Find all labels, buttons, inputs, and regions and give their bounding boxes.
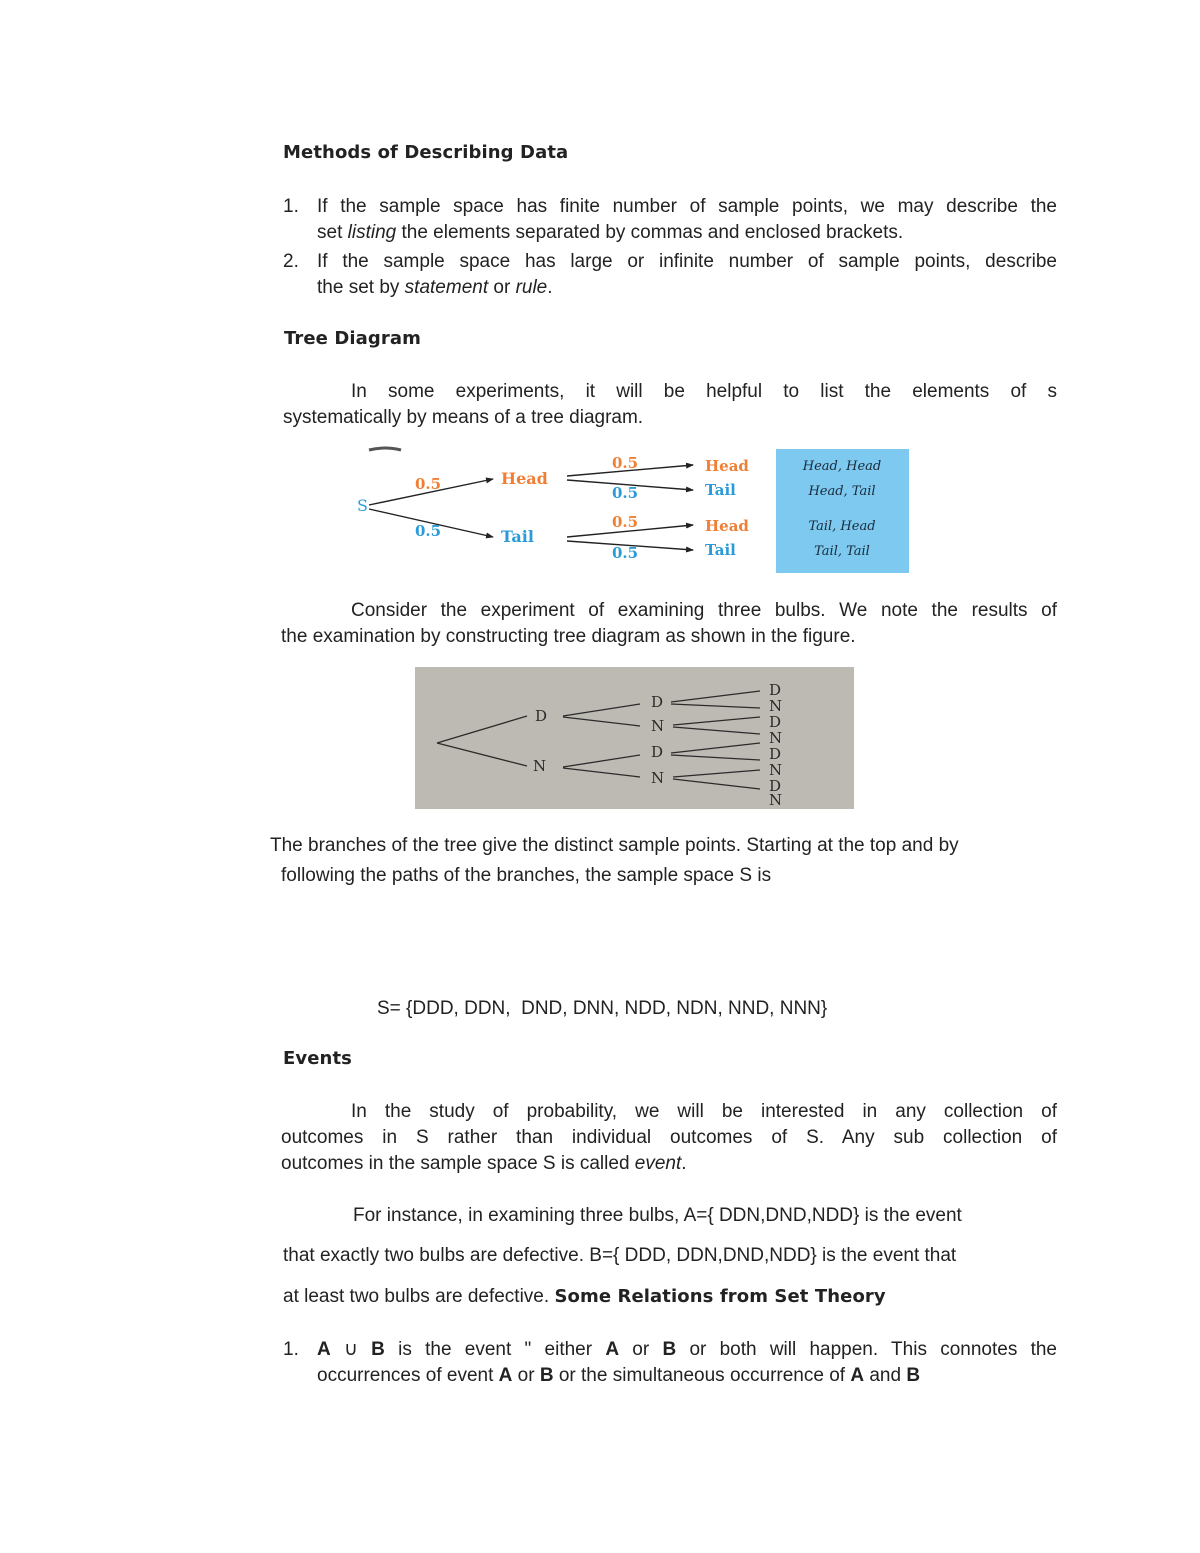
node-label: N (533, 757, 547, 775)
instance-line-2: that exactly two bulbs are defective. B={ DDD, DDN,DND,NDD} is the event that (283, 1245, 957, 1266)
prob-first-tail: 0.5 (415, 522, 442, 540)
tree-para-line-1: In some experiments, it will be helpful to list the elements of s (351, 381, 1057, 402)
heading-methods: Methods of Describing Data (283, 142, 569, 163)
node-label: D (769, 745, 782, 763)
outcome-hh: Head, Head (802, 459, 882, 474)
node-label: D (535, 707, 548, 725)
methods-item-2-line-1: If the sample space has large or infinite number of sample points, describe (317, 251, 1057, 272)
list-number: 1. (283, 1339, 299, 1360)
methods-list-item-2 (283, 249, 1057, 301)
prob-hh: 0.5 (612, 454, 639, 472)
second-head-label: Head (705, 457, 749, 475)
coin-tree-figure (355, 445, 910, 573)
list-number: 2. (283, 251, 299, 272)
branches-line-1: The branches of the tree give the distinct sample points. Starting at the top and by (270, 835, 959, 856)
root-label: S (357, 496, 368, 515)
figure-background (415, 667, 854, 809)
branches-line-2: following the paths of the branches, the sample space S is (281, 865, 772, 886)
node-label: D (651, 693, 664, 711)
relations-list-item-1 (283, 1337, 1057, 1389)
relation-line-2: occurrences of event A or B or the simultaneous occurrence of A and B (317, 1365, 921, 1386)
node-label: N (651, 769, 665, 787)
bulbs-para-line-1: Consider the experiment of examining three bulbs. We note the results of (351, 600, 1057, 621)
node-label: N (769, 761, 783, 779)
events-para-line-3: outcomes in the sample space S is called event. (281, 1153, 687, 1174)
listing-term: listing (347, 222, 397, 243)
prob-th: 0.5 (612, 513, 639, 531)
node-label: N (769, 729, 783, 747)
events-para-line-2: outcomes in S rather than individual outcomes of S. Any sub collection of (281, 1127, 1057, 1148)
bulbs-tree-figure (415, 667, 854, 809)
methods-item-1-line-2: set listing the elements separated by commas and enclosed brackets. (317, 222, 904, 243)
outcome-ht: Head, Tail (808, 484, 876, 499)
events-para-line-1: In the study of probability, we will be interested in any collection of (351, 1101, 1057, 1122)
bulbs-para-line-2: the examination by constructing tree diagram as shown in the figure. (281, 626, 856, 647)
tree-para-line-2: systematically by means of a tree diagram. (283, 407, 644, 428)
first-tail-label: Tail (501, 527, 534, 546)
node-label: N (651, 717, 665, 735)
list-number: 1. (283, 196, 299, 217)
methods-item-2-line-2: the set by statement or rule. (317, 277, 553, 298)
heading-events: Events (283, 1048, 352, 1069)
node-label: D (651, 743, 664, 761)
event-term: event (634, 1153, 682, 1174)
instance-line-1: For instance, in examining three bulbs, A={ DDN,DND,NDD} is the event (353, 1205, 962, 1226)
heading-tree-diagram: Tree Diagram (284, 328, 421, 349)
instance-line-3: at least two bulbs are defective. Some Relations from Set Theory (283, 1286, 886, 1307)
second-head-label: Head (705, 517, 749, 535)
statement-term: statement (404, 277, 489, 298)
second-tail-label: Tail (705, 541, 736, 559)
methods-list-item-1 (283, 194, 1057, 246)
node-label: N (769, 697, 783, 715)
outcome-tt: Tail, Tail (814, 544, 870, 559)
sample-space-set: S= {DDD, DDN, DND, DNN, NDD, NDN, NND, NNN} (377, 998, 828, 1019)
node-label: D (769, 681, 782, 699)
relation-line-1: A ∪ B is the event " either A or B or both will happen. This connotes the (317, 1339, 1057, 1360)
heading-set-relations: Some Relations from Set Theory (554, 1286, 886, 1307)
first-head-label: Head (501, 469, 548, 488)
rule-term: rule (515, 277, 548, 298)
prob-tt: 0.5 (612, 544, 639, 562)
node-label: D (769, 777, 782, 795)
tree-paragraph (283, 379, 1057, 431)
methods-item-1-line-1: If the sample space has finite number of sample points, we may describe the (317, 196, 1057, 217)
node-label: D (769, 713, 782, 731)
events-paragraph (281, 1099, 1057, 1177)
node-label: N (769, 791, 783, 809)
bulbs-paragraph (281, 598, 1057, 650)
prob-first-head: 0.5 (415, 475, 442, 493)
second-tail-label: Tail (705, 481, 736, 499)
prob-ht: 0.5 (612, 484, 639, 502)
outcome-th: Tail, Head (808, 519, 876, 534)
